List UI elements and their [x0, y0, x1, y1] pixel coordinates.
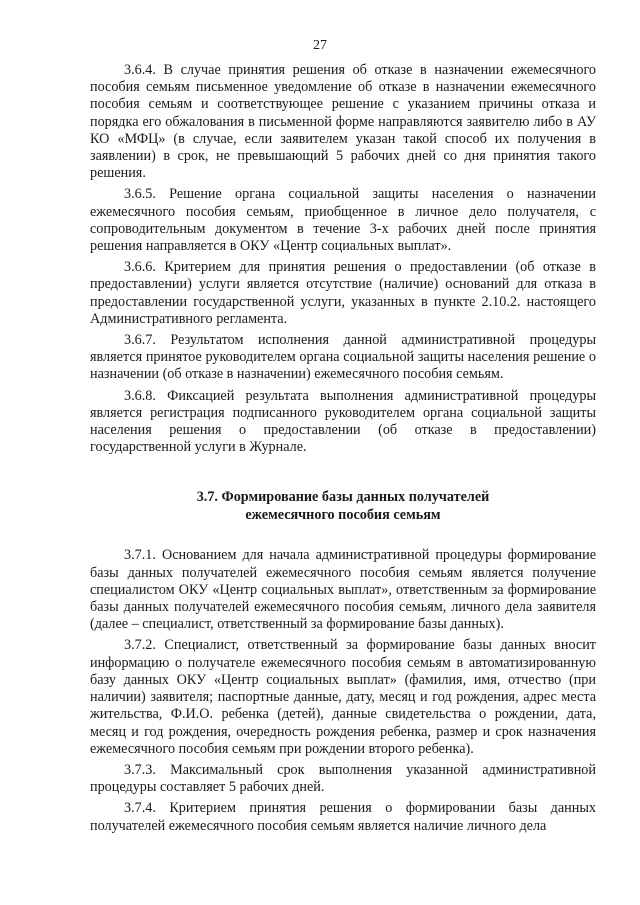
paragraph-3-6-4: 3.6.4. В случае принятия решения об отказе в назначении ежемесячного пособия семьям письменное уведомление об отказе в назначении ежемесячного пособия семьям и соответствующее решение с указанием причины отказа и порядка его обжалования в письменной форме направляются заявителю либо в АУ КО «МФЦ» (в случае, если заявителем указан такой способ их получения в заявлении) в срок, не превышающий 5 рабочих дней со дня принятия такого решения.	[90, 62, 596, 182]
paragraph-3-7-2: 3.7.2. Специалист, ответственный за формирование базы данных вносит информацию о получателе ежемесячного пособия семьям в автоматизированную базу данных ОКУ «Центр социальных выплат» (фамилия, имя, отчество (при наличии) заявителя; паспортные данные, дату, месяц и год рождения, адрес места жительства, Ф.И.О. ребенка (детей), данные свидетельства о рождении, дата, месяц и год рождения, очередность рождения ребенка, размер и срок назначения ежемесячного пособия семьям при рождении второго ребенка).	[90, 637, 596, 757]
paragraph-3-7-3: 3.7.3. Максимальный срок выполнения указанной административной процедуры составляет 5 рабочих дней.	[90, 761, 596, 796]
section-heading-3-7	[90, 488, 596, 524]
paragraph-3-6-8: 3.6.8. Фиксацией результата выполнения административной процедуры является регистрация подписанного руководителем органа социальной защиты населения решения о предоставлении (об отказе в предоставлении) государственной услуги в Журнале.	[90, 387, 596, 456]
paragraph-3-6-7: 3.6.7. Результатом исполнения данной административной процедуры является принятое руководителем органа социальной защиты населения решение о назначении (об отказе в назначении) ежемесячного пособия семьям.	[90, 332, 596, 383]
paragraph-3-7-1: 3.7.1. Основанием для начала административной процедуры формирование базы данных получателей ежемесячного пособия семьям является получение специалистом ОКУ «Центр социальных выплат», ответственным за формирование базы данных получателей ежемесячного пособия семьям, личного дела заявителя (далее – специалист, ответственный за формирование базы данных).	[90, 547, 596, 633]
section-heading-line-1: 3.7. Формирование базы данных получателей	[196, 489, 490, 506]
paragraph-3-7-4: 3.7.4. Критерием принятия решения о формировании базы данных получателей ежемесячного пособия семьям является наличие личного дела	[90, 800, 596, 834]
document-body	[90, 62, 596, 839]
page-number: 27	[313, 38, 327, 53]
section-heading-line-2: ежемесячного пособия семьям	[245, 507, 441, 524]
paragraph-3-6-5: 3.6.5. Решение органа социальной защиты населения о назначении ежемесячного пособия семьям, приобщенное в личное дело получателя, с сопроводительным документом в течение 3-х рабочих дней после принятия решения направляется в ОКУ «Центр социальных выплат».	[90, 186, 596, 255]
paragraph-3-6-6: 3.6.6. Критерием для принятия решения о предоставлении (об отказе в предоставлении) услуги является отсутствие (наличие) оснований для отказа в предоставлении государственной услуги, указанных в пункте 2.10.2. настоящего Административного регламента.	[90, 259, 596, 327]
